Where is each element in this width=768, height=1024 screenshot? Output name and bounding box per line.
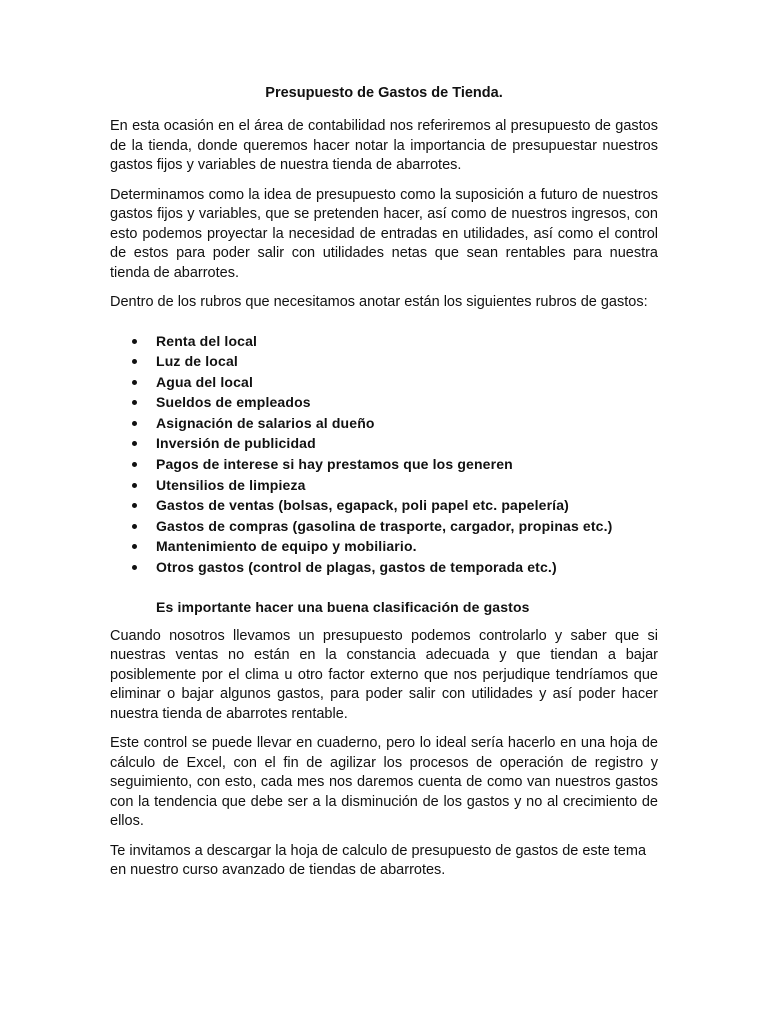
body-paragraph-2: Este control se puede llevar en cuaderno, pero lo ideal sería hacerlo en una hoja de cálculo de Excel, con el fin de agilizar los procesos de operación de registro y seguimiento, con esto, cada mes nos daremos cuenta de como van nuestros gastos con la tendencia que debe ser a la disminución de los gastos y no al crecimiento de ellos. (110, 735, 658, 830)
bullet-icon (132, 339, 137, 344)
list-item-text: Mantenimiento de equipo y mobiliario. (156, 538, 417, 555)
list-item-text: Gastos de ventas (bolsas, egapack, poli papel etc. papelería) (156, 497, 569, 514)
list-item (110, 331, 658, 352)
intro-paragraph-2: Determinamos como la idea de presupuesto como la suposición a futuro de nuestros gastos fijos y variables, que se pretenden hacer, así como de nuestros ingresos, con esto podemos proyectar la necesidad de entradas en utilidades, así como el control de estos para poder salir con utilidades netas que sean rentables para nuestra tienda de abarrotes. (110, 186, 658, 281)
list-item (110, 475, 658, 496)
list-item-text: Inversión de publicidad (156, 435, 316, 452)
bullet-icon (132, 421, 137, 426)
list-item (110, 433, 658, 454)
list-item-text: Agua del local (156, 373, 254, 390)
bullet-icon (132, 380, 137, 385)
bullet-icon (132, 503, 137, 508)
bullet-icon (132, 441, 137, 446)
bullet-icon (132, 400, 137, 405)
bullet-icon (132, 524, 137, 529)
document-title: Presupuesto de Gastos de Tienda. (265, 85, 503, 101)
intro-paragraph-3: Dentro de los rubros que necesitamos anotar están los siguientes rubros de gastos: (110, 294, 648, 310)
list-item (110, 536, 658, 557)
list-item-text: Sueldos de empleados (156, 394, 311, 411)
list-item (110, 557, 658, 578)
list-item-text: Renta del local (156, 332, 258, 349)
body-paragraph-3: Te invitamos a descargar la hoja de calculo de presupuesto de gastos de este tema en nuestro curso avanzado de tiendas de abarrotes. (110, 842, 647, 879)
bullet-icon (132, 544, 137, 549)
list-item-text: Otros gastos (control de plagas, gastos de temporada etc.) (156, 559, 557, 576)
expense-list (110, 331, 658, 578)
list-item-text: Pagos de interese si hay prestamos que los generen (156, 456, 513, 473)
list-item (110, 372, 658, 393)
list-item-text: Gastos de compras (gasolina de trasporte, cargador, propinas etc.) (156, 517, 613, 534)
list-item-text: Asignación de salarios al dueño (156, 414, 375, 431)
list-item-text: Luz de local (156, 353, 238, 370)
list-item (110, 454, 658, 475)
bullet-icon (132, 483, 137, 488)
list-item (110, 495, 658, 516)
list-item (110, 351, 658, 372)
section-subheading: Es importante hacer una buena clasificación de gastos (156, 598, 530, 615)
list-item (110, 392, 658, 413)
list-item (110, 413, 658, 434)
body-paragraph-1: Cuando nosotros llevamos un presupuesto podemos controlarlo y saber que si nuestras ventas no están en la constancia adecuada y que tiendan a bajar posiblemente por el clima u otro factor externo que nos perjudique tendríamos que eliminar o bajar algunos gastos, para poder salir con utilidades y así poder hacer nuestra tienda de abarrotes rentable. (110, 627, 658, 722)
bullet-icon (132, 462, 137, 467)
bullet-icon (132, 565, 137, 570)
document-page (110, 84, 658, 891)
intro-paragraph-1: En esta ocasión en el área de contabilidad nos referiremos al presupuesto de gastos de la tienda, donde queremos hacer notar la importancia de presupuestar nuestros gastos fijos y variables de nuestra tienda de abarrotes. (110, 118, 658, 173)
list-item-text: Utensilios de limpieza (156, 476, 306, 493)
list-item (110, 516, 658, 537)
bullet-icon (132, 359, 137, 364)
